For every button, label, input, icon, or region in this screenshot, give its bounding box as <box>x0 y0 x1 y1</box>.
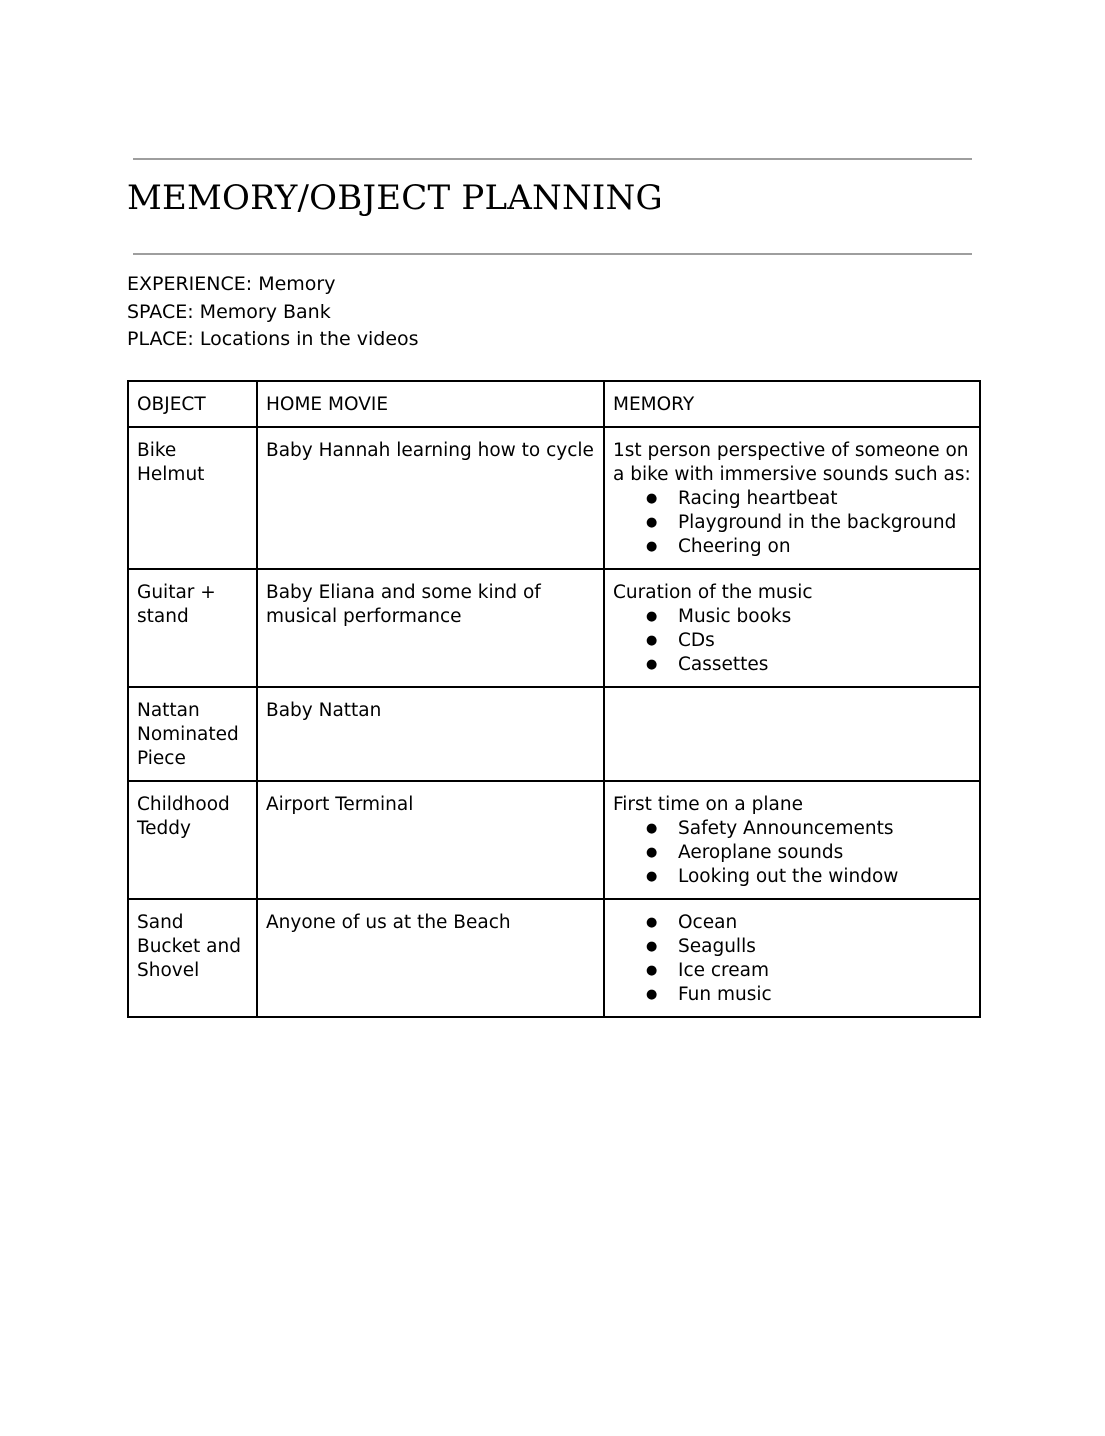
list-item: ● Playground in the background <box>646 511 971 535</box>
list-item: ● Cassettes <box>646 653 971 677</box>
list-item: ● Looking out the window <box>646 865 971 889</box>
header-memory: MEMORY <box>604 381 980 427</box>
memory-cell <box>604 427 980 569</box>
memory-cell <box>604 687 980 781</box>
memory-cell <box>604 569 980 687</box>
list-item: ● Ice cream <box>646 959 971 983</box>
list-item: ● Seagulls <box>646 935 971 959</box>
memory-cell <box>604 781 980 899</box>
object-cell: Sand Bucket and Shovel <box>128 899 257 1017</box>
object-cell: Guitar + stand <box>128 569 257 687</box>
home-movie-cell: Anyone of us at the Beach <box>257 899 604 1017</box>
memory-cell <box>604 899 980 1017</box>
table-row <box>128 569 980 687</box>
list-item: ● Safety Announcements <box>646 817 971 841</box>
list-item: ● Music books <box>646 605 971 629</box>
memory-list <box>613 487 971 559</box>
memory-list <box>613 911 971 1007</box>
list-item: ● Racing heartbeat <box>646 487 971 511</box>
object-cell: Nattan Nominated Piece <box>128 687 257 781</box>
object-cell: Childhood Teddy <box>128 781 257 899</box>
memory-list <box>613 605 971 677</box>
document-title: MEMORY/OBJECT PLANNING <box>127 178 663 218</box>
bottom-divider <box>133 253 972 255</box>
memory-intro: 1st person perspective of someone on a bike with immersive sounds such as: <box>613 440 971 485</box>
list-item: ● CDs <box>646 629 971 653</box>
table-row <box>128 899 980 1017</box>
memory-intro: First time on a plane <box>613 794 803 815</box>
planning-table <box>127 380 981 1018</box>
meta-experience: EXPERIENCE: Memory <box>127 273 336 295</box>
header-home-movie: HOME MOVIE <box>257 381 604 427</box>
memory-intro: Curation of the music <box>613 582 813 603</box>
table-row <box>128 781 980 899</box>
list-item: ● Cheering on <box>646 535 971 559</box>
home-movie-cell: Baby Hannah learning how to cycle <box>257 427 604 569</box>
list-item: ● Fun music <box>646 983 971 1007</box>
memory-list <box>613 817 971 889</box>
list-item: ● Aeroplane sounds <box>646 841 971 865</box>
meta-space: SPACE: Memory Bank <box>127 300 331 323</box>
top-divider <box>133 158 972 160</box>
object-text: Bike Helmut <box>137 440 205 485</box>
table-header-row <box>128 381 980 427</box>
table-row <box>128 687 980 781</box>
home-movie-cell: Baby Eliana and some kind of musical performance <box>257 569 604 687</box>
meta-block <box>127 271 419 354</box>
home-movie-cell: Baby Nattan <box>257 687 604 781</box>
list-item: ● Ocean <box>646 911 971 935</box>
meta-place: PLACE: Locations in the videos <box>127 328 419 351</box>
table-row <box>128 427 980 569</box>
object-cell <box>128 427 257 569</box>
home-movie-cell: Airport Terminal <box>257 781 604 899</box>
header-object: OBJECT <box>128 381 257 427</box>
